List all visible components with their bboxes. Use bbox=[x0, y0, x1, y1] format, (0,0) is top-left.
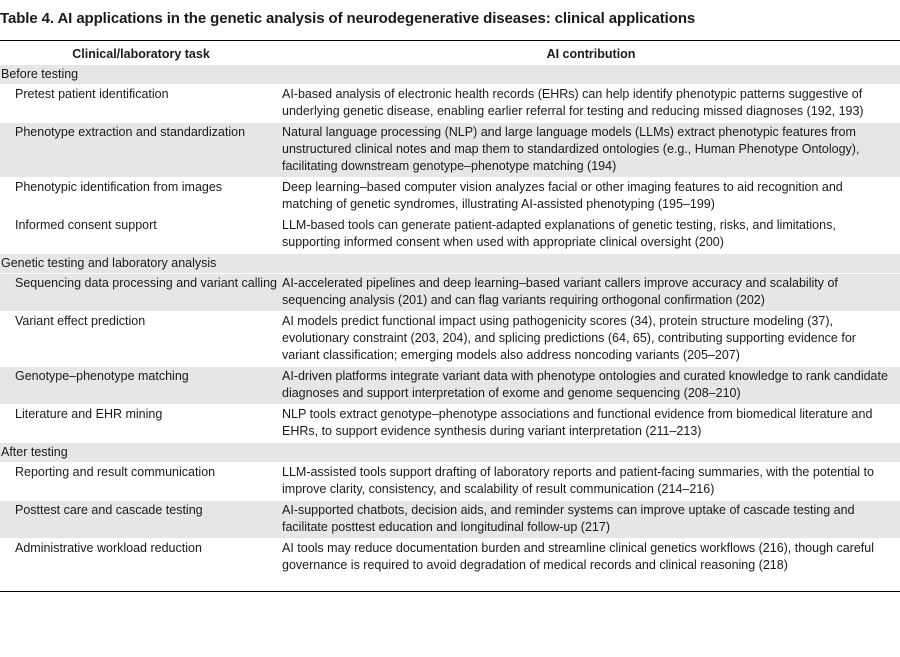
header-row bbox=[0, 44, 900, 65]
task-cell: Phenotypic identification from images bbox=[0, 178, 282, 216]
section-row bbox=[0, 443, 900, 463]
ai-contribution-cell: AI-based analysis of electronic health records (EHRs) can help identify phenotypic patterns suggestive of underlying genetic disease, enabling earlier referral for testing and reducing missed diagnoses (192, 193) bbox=[282, 85, 900, 123]
task-cell: Posttest care and cascade testing bbox=[0, 501, 282, 539]
table-row bbox=[0, 501, 900, 539]
bottom-rule bbox=[0, 591, 900, 592]
ai-contribution-cell: LLM-assisted tools support drafting of laboratory reports and patient-facing summaries, with the potential to improve clarity, consistency, and scalability of result communication (214–216) bbox=[282, 463, 900, 501]
table-header bbox=[0, 44, 900, 65]
ai-contribution-cell: AI-driven platforms integrate variant data with phenotype ontologies and curated knowledge to rank candidate diagnoses and support interpretation of exome and genome sequencing (208–210) bbox=[282, 367, 900, 405]
table-row bbox=[0, 274, 900, 312]
ai-contribution-cell: AI tools may reduce documentation burden and streamline clinical genetics workflows (216), though careful governance is required to avoid degradation of medical records and clinical reasoning (218) bbox=[282, 539, 900, 577]
header-task: Clinical/laboratory task bbox=[72, 46, 210, 61]
section-row bbox=[0, 65, 900, 85]
table-body bbox=[0, 65, 900, 577]
ai-contribution-cell: NLP tools extract genotype–phenotype associations and functional evidence from biomedical literature and EHRs, to support evidence synthesis during variant interpretation (211–213) bbox=[282, 405, 900, 443]
section-label: After testing bbox=[0, 443, 900, 463]
top-rule bbox=[0, 40, 900, 41]
task-cell: Phenotype extraction and standardization bbox=[0, 123, 282, 178]
task-cell: Sequencing data processing and variant calling bbox=[0, 274, 282, 312]
task-cell: Pretest patient identification bbox=[0, 85, 282, 123]
task-cell: Reporting and result communication bbox=[0, 463, 282, 501]
ai-contribution-cell: LLM-based tools can generate patient-adapted explanations of genetic testing, risks, and limitations, supporting informed consent when used with appropriate clinical oversight (200) bbox=[282, 216, 900, 254]
ai-contribution-cell: AI models predict functional impact using pathogenicity scores (34), protein structure modeling (37), evolutionary constraint (203, 204), and splicing predictions (64, 65), contributing supporting evidence for variant classification; emerging models also address noncoding variants (205–207) bbox=[282, 312, 900, 367]
ai-contribution-cell: Natural language processing (NLP) and large language models (LLMs) extract phenotypic features from unstructured clinical notes and map them to standardized ontologies (e.g., Human Phenotype Ontology), facilitating downstream genotype–phenotype matching (194) bbox=[282, 123, 900, 178]
table-row bbox=[0, 367, 900, 405]
ai-contribution-cell: Deep learning–based computer vision analyzes facial or other imaging features to aid recognition and matching of genetic syndromes, illustrating AI-assisted phenotyping (195–199) bbox=[282, 178, 900, 216]
table-row bbox=[0, 178, 900, 216]
table-row bbox=[0, 85, 900, 123]
table-row bbox=[0, 123, 900, 178]
table-row bbox=[0, 405, 900, 443]
task-cell: Administrative workload reduction bbox=[0, 539, 282, 577]
section-label: Before testing bbox=[0, 65, 900, 85]
table-row bbox=[0, 216, 900, 254]
task-cell: Informed consent support bbox=[0, 216, 282, 254]
ai-contribution-cell: AI-supported chatbots, decision aids, and reminder systems can improve uptake of cascade testing and facilitate posttest education and longitudinal follow-up (217) bbox=[282, 501, 900, 539]
task-cell: Literature and EHR mining bbox=[0, 405, 282, 443]
table-caption: Table 4. AI applications in the genetic analysis of neurodegenerative diseases: clinical applications bbox=[0, 10, 696, 27]
table-row bbox=[0, 463, 900, 501]
task-cell: Genotype–phenotype matching bbox=[0, 367, 282, 405]
applications-table bbox=[0, 44, 900, 576]
table-row bbox=[0, 312, 900, 367]
section-row bbox=[0, 254, 900, 274]
ai-contribution-cell: AI-accelerated pipelines and deep learning–based variant callers improve accuracy and scalability of sequencing analysis (201) and can flag variants requiring orthogonal confirmation (202) bbox=[282, 274, 900, 312]
header-ai-contribution: AI contribution bbox=[546, 46, 636, 61]
task-cell: Variant effect prediction bbox=[0, 312, 282, 367]
table-row bbox=[0, 539, 900, 577]
section-label: Genetic testing and laboratory analysis bbox=[0, 254, 900, 274]
